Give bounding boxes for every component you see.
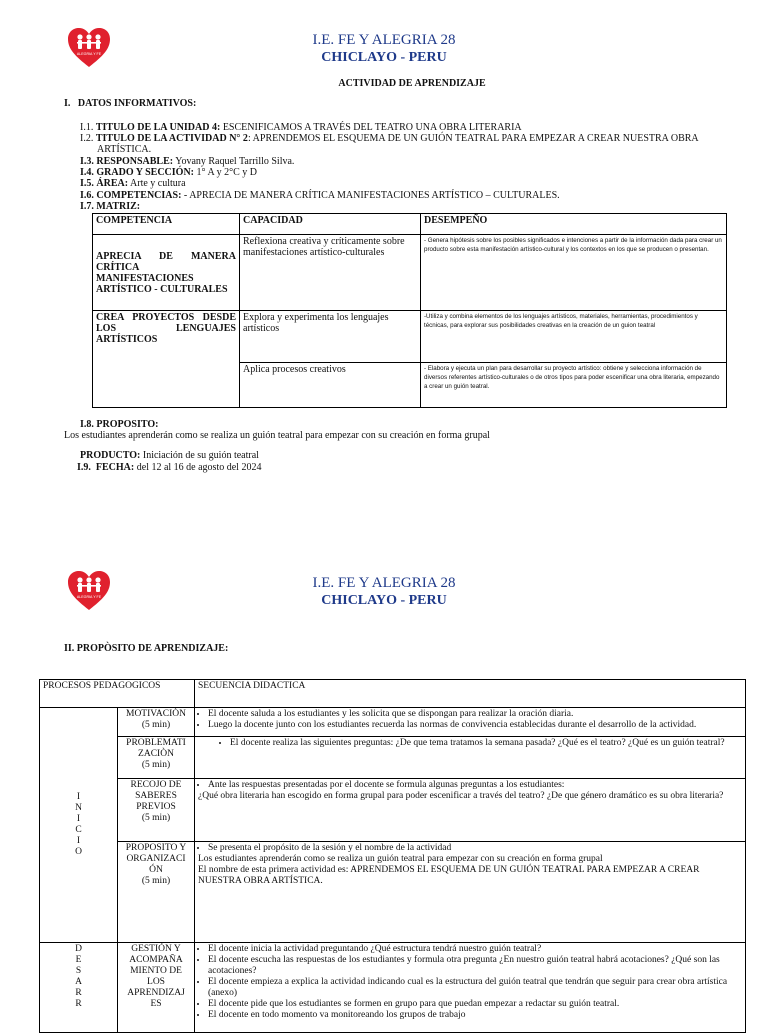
matriz-desempeno-2: -Utiliza y combina elementos de los lenguajes artísticos, materiales, herramientas, procedimientos y técnicas, para explorar sus posibilidades creativas en la creación de un guion teatral [421, 311, 727, 363]
procesos-table [39, 679, 746, 1033]
school-city-page2: CHICLAYO - PERU [321, 593, 447, 608]
proposito-label: I.8. PROPOSITO: [80, 419, 159, 430]
school-name-page2: I.E. FE Y ALEGRIA 28 [312, 575, 456, 591]
seq-gestion-acompanamiento: • El docente inicia la actividad preguntando ¿Qué estructura tendrá nuestro guión teatral? • El docente escucha las respuestas de los estudiantes y formula otra pregunta ¿En nuestro guión teatral habrá acotaciones? ¿Qué son las acotaciones? • El docente empieza a explica la actividad indicando cual es la estructura del guión teatral que tendrán que seguir para crear obra artística (anexo) • El docente pide que los estudiantes se formen en grupo para que puedan empezar a redactar su guión teatral. • El docente en todo momento va monitoreando los grupos de trabajo [195, 943, 746, 1033]
proc-problematizacion: PROBLEMATI ZACIÒN (5 min) [118, 737, 195, 779]
matriz-capacidad-3: Aplica procesos creativos [240, 363, 421, 408]
phase-inicio: I N I C I O [40, 708, 118, 943]
proc-gestion-acompanamiento: GESTIÓN Y ACOMPAÑA MIENTO DE LOS APRENDIZAJ ES [118, 943, 195, 1033]
matriz-header-capacidad: CAPACIDAD [240, 214, 421, 235]
section-datos-informativos: I. DATOS INFORMATIVOS: [64, 98, 197, 109]
proc-proposito-organizacion: PROPOSITO Y ORGANIZACI ÓN (5 min) [118, 842, 195, 943]
header-procesos: PROCESOS PEDAGOGICOS [40, 680, 195, 708]
proposito-text: Los estudiantes aprenderán como se realiza un guión teatral para empezar con su creación en forma grupal [64, 430, 490, 441]
section-proposito-aprendizaje: II. PROPÒSITO DE APRENDIZAJE: [64, 643, 229, 654]
info-item-3: I.3. RESPONSABLE: Yovany Raquel Tarrillo Silva. [80, 156, 295, 167]
matriz-competencia-2: CREA PROYECTOS DESDE LOS LENGUAJES ARTÍSTICOS [93, 311, 240, 408]
fecha-line: I.9. FECHA: del 12 al 16 de agosto del 2024 [77, 462, 262, 473]
phase-desarrollo: D E S A R R [40, 943, 118, 1033]
matriz-desempeno-3: - Elabora y ejecuta un plan para desarrollar su proyecto artístico: obtiene y selecciona información de diversos referentes artístico-culturales o de otros tipos para poder escenificar una obra literaria, empezando a crear un guión teatral. [421, 363, 727, 408]
matriz-capacidad-1: Reflexiona creativa y críticamente sobre manifestaciones artístico-culturales [240, 235, 421, 311]
matriz-header-competencia: COMPETENCIA [93, 214, 240, 235]
info-item-5: I.5. ÁREA: Arte y cultura [80, 178, 186, 189]
seq-proposito-organizacion: • Se presenta el propósito de la sesión y el nombre de la actividad Los estudiantes aprenderán como se realiza un guión teatral para empezar con su creación en forma grupal El nombre de esta primera actividad es: APRENDEMOS EL ESQUEMA DE UN GUIÓN TEATRAL PARA EMPEZAR A CREAR NUESTRA OBRA ARTÍSTICA. [195, 842, 746, 943]
svg-text:ALEGRIA Y FE: ALEGRIA Y FE [76, 52, 102, 56]
matriz-table [92, 213, 727, 408]
seq-saberes-previos: • Ante las respuestas presentadas por el docente se formula algunas preguntas a los estudiantes: ¿Qué obra literaria han escogido en forma grupal para poder escenificar a través del teatro? ¿De que género dramático es su obra literaria? [195, 779, 746, 842]
seq-problematizacion: • El docente realiza las siguientes preguntas: ¿De que tema tratamos la semana pasada? ¿Qué es el teatro? ¿Qué es un guión teatral? [195, 737, 746, 779]
school-name: I.E. FE Y ALEGRIA 28 [312, 32, 456, 48]
info-item-2: I.2. TITULO DE LA ACTIVIDAD N° 2: APRENDEMOS EL ESQUEMA DE UN GUIÓN TEATRAL PARA EMPEZAR A CREAR NUESTRA OBRA [80, 133, 699, 144]
svg-text:ALEGRIA Y FE: ALEGRIA Y FE [76, 595, 102, 599]
matriz-competencia-1: APRECIA DE MANERA CRÍTICA MANIFESTACIONES ARTÍSTICO - CULTURALES [93, 235, 240, 311]
producto-line: PRODUCTO: Iniciación de su guión teatral [80, 450, 259, 461]
info-item-6: I.6. COMPETENCIAS: - APRECIA DE MANERA CRÍTICA MANIFESTACIONES ARTÍSTICO – CULTURALES. [80, 190, 560, 201]
proc-motivacion: MOTIVACIÒN (5 min) [118, 708, 195, 737]
header-secuencia: SECUENCIA DIDACTICA [195, 680, 746, 708]
seq-motivacion: • El docente saluda a los estudiantes y les solicita que se dispongan para realizar la oración diaria. • Luego la docente junto con los estudiantes recuerda las normas de convivencia establecidas durante el desarrollo de la actividad. [195, 708, 746, 737]
activity-title: ACTIVIDAD DE APRENDIZAJE [338, 78, 486, 89]
matriz-desempeno-1: - Genera hipótesis sobre los posibles significados e intenciones a partir de la información dada para crear un producto sobre esta manifestación artístico-cultural y los contextos en los que se producen o presentan. [421, 235, 727, 311]
info-item-7: I.7. MATRIZ: [80, 201, 141, 212]
info-item-2-cont: ARTÍSTICA. [97, 144, 152, 155]
matriz-capacidad-2: Explora y experimenta los lenguajes artísticos [240, 311, 421, 363]
info-item-1: I.1. TITULO DE LA UNIDAD 4: ESCENIFICAMOS A TRAVÉS DEL TEATRO UNA OBRA LITERARIA [80, 122, 522, 133]
school-city: CHICLAYO - PERU [321, 50, 447, 65]
proc-saberes-previos: RECOJO DE SABERES PREVIOS (5 min) [118, 779, 195, 842]
info-item-4: I.4. GRADO Y SECCIÓN: 1° A y 2°C y D [80, 167, 258, 178]
matriz-header-desempeno: DESEMPEÑO [421, 214, 727, 235]
